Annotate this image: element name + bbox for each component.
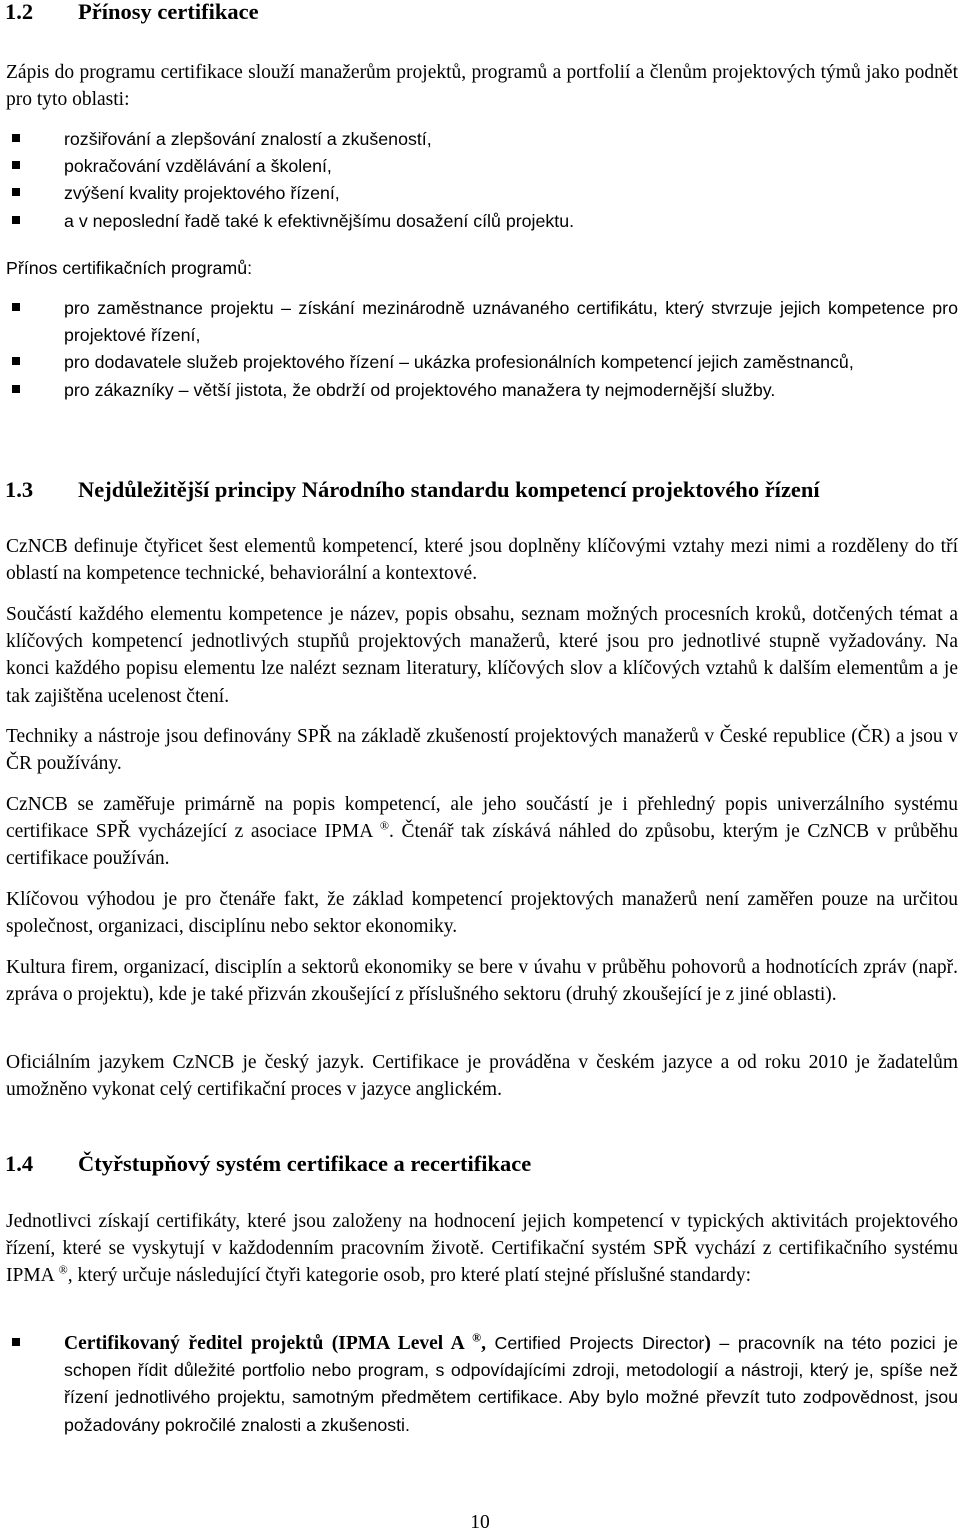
paragraph: Klíčovou výhodou je pro čtenáře fakt, že základ kompetencí projektových manažerů není zaměřen pouze na určitou společnost, organizaci, disciplínu nebo sektor ekonomiky. <box>6 889 958 938</box>
paragraph: Kultura firem, organizací, disciplín a sektorů ekonomiky se bere v úvahu v průběhu pohovorů a hodnotících zpráv (např. zpráva o projektu), kde je také přizván zkoušející z příslušného sektoru (druhý zkoušející je z jiné oblasti). <box>6 957 958 1006</box>
paragraph: Techniky a nástroje jsou definovány SPŘ na základě zkušeností projektových manažerů v České republice (ČR) a jsou v ČR používány. <box>6 726 958 775</box>
section-number: 1.4 <box>5 1151 34 1176</box>
paragraph: Oficiálním jazykem CzNCB je český jazyk. Certifikace je prováděna v českém jazyce a od roku 2010 je žadatelům umožněno vykonat celý certifikační proces v jazyce anglickém. <box>6 1052 958 1101</box>
list-item: pro zákazníky – větší jistota, že obdrží od projektového manažera ty nejmodernější služby. <box>0 377 958 404</box>
paragraph: Součástí každého elementu kompetence je název, popis obsahu, seznam možných procesních kroků, dotčených témat a klíčových kompetencí jednotlivých stupňů projektových manažerů, které jsou pro jednotlivé stupně vyžadovány. Na konci každého popisu elementu lze nalézt seznam literatury, klíčových slov a klíčových vztahů k dalším elementům a je tak zajištěna ucelenost čtení. <box>6 604 958 707</box>
section-title: Nejdůležitější principy Národního standardu kompetencí projektového řízení <box>78 477 820 502</box>
section-title: Čtyřstupňový systém certifikace a recertifikace <box>78 1151 532 1176</box>
page-number: 10 <box>470 1512 490 1533</box>
section-heading-1-2 <box>5 0 259 28</box>
section-number: 1.2 <box>5 0 34 24</box>
list-item: zvýšení kvality projektového řízení, <box>0 180 958 207</box>
level-a-description: – pracovník na této pozici je schopen řídit důležité portfolio nebo program, s odpovídajícími zdroji, metodologií a nástroji, který je, spíše než řízení jednotlivého projektu, samotným předmětem certifikace. Aby bylo možné převzít tuto zodpovědnost, jsou požadovány pokročilé znalosti a zkušenosti. <box>64 1333 959 1435</box>
level-a-english: Certified Projects Director <box>494 1333 705 1353</box>
list-item: a v neposlední řadě také k efektivnějšímu dosažení cílů projektu. <box>0 208 958 235</box>
section-heading-1-3 <box>5 475 820 505</box>
list-item: pokračování vzdělávání a školení, <box>0 153 958 180</box>
list-item: pro dodavatele služeb projektového řízení – ukázka profesionálních kompetencí jejich zaměstnanců, <box>0 349 958 376</box>
paragraph: CzNCB se zaměřuje primárně na popis kompetencí, ale jeho součástí je i přehledný popis univerzálního systému certifikace SPŘ vycházející z asociace IPMA ®. Čtenář tak získává náhled do způsobu, kterým je CzNCB v průběhu certifikace používán. <box>6 794 958 870</box>
square-bullet-icon <box>12 188 20 196</box>
square-bullet-icon <box>12 357 20 365</box>
list-item: Certifikovaný ředitel projektů (IPMA Level A ®, Certified Projects Director) – pracovník na této pozici je schopen řídit důležité portfolio nebo program, s odpovídajícími zdroji, metodologií a nástroji, který je, spíše než řízení jednotlivého projektu, samotným předmětem certifikace. Aby bylo možné převzít tuto zodpovědnost, jsou požadovány pokročilé znalosti a zkušenosti. <box>0 1330 958 1439</box>
section-title: Přínosy certifikace <box>78 0 259 24</box>
square-bullet-icon <box>12 161 20 169</box>
square-bullet-icon <box>12 385 20 393</box>
levels-list <box>0 1330 958 1439</box>
intro-paragraph: Zápis do programu certifikace slouží manažerům projektů, programů a portfolií a členům projektových týmů jako podnět pro tyto oblasti: <box>6 62 958 111</box>
registered-mark: ® <box>379 818 389 833</box>
paragraph: Jednotlivci získají certifikáty, které jsou založeny na hodnocení jejich kompetencí v typických aktivitách projektového řízení, které se vyskytují v každodenním pracovním životě. Certifikační systém SPŘ vychází z certifikačního systému IPMA ®, který určuje následující čtyři kategorie osob, pro které platí stejné příslušné standardy: <box>6 1211 958 1287</box>
level-a-title: Certifikovaný ředitel projektů (IPMA Level A ®, <box>64 1330 486 1354</box>
square-bullet-icon <box>12 134 20 142</box>
benefits-list <box>0 295 958 404</box>
section-heading-1-4 <box>5 1148 531 1180</box>
section-number: 1.3 <box>5 477 34 502</box>
square-bullet-icon <box>12 1338 20 1346</box>
paragraph: CzNCB definuje čtyřicet šest elementů kompetencí, které jsou doplněny klíčovými vztahy mezi nimi a rozděleny do tří oblastí na kompetence technické, behaviorální a kontextové. <box>6 536 958 585</box>
benefits-title: Přínos certifikačních programů: <box>6 258 253 278</box>
areas-list <box>0 126 958 235</box>
registered-mark: ® <box>58 1262 68 1277</box>
list-item: rozšiřování a zlepšování znalostí a zkušeností, <box>0 126 958 153</box>
square-bullet-icon <box>12 216 20 224</box>
square-bullet-icon <box>12 303 20 311</box>
list-item: pro zaměstnance projektu – získání mezinárodně uznávaného certifikátu, který stvrzuje jejich kompetence pro projektové řízení, <box>0 295 958 349</box>
